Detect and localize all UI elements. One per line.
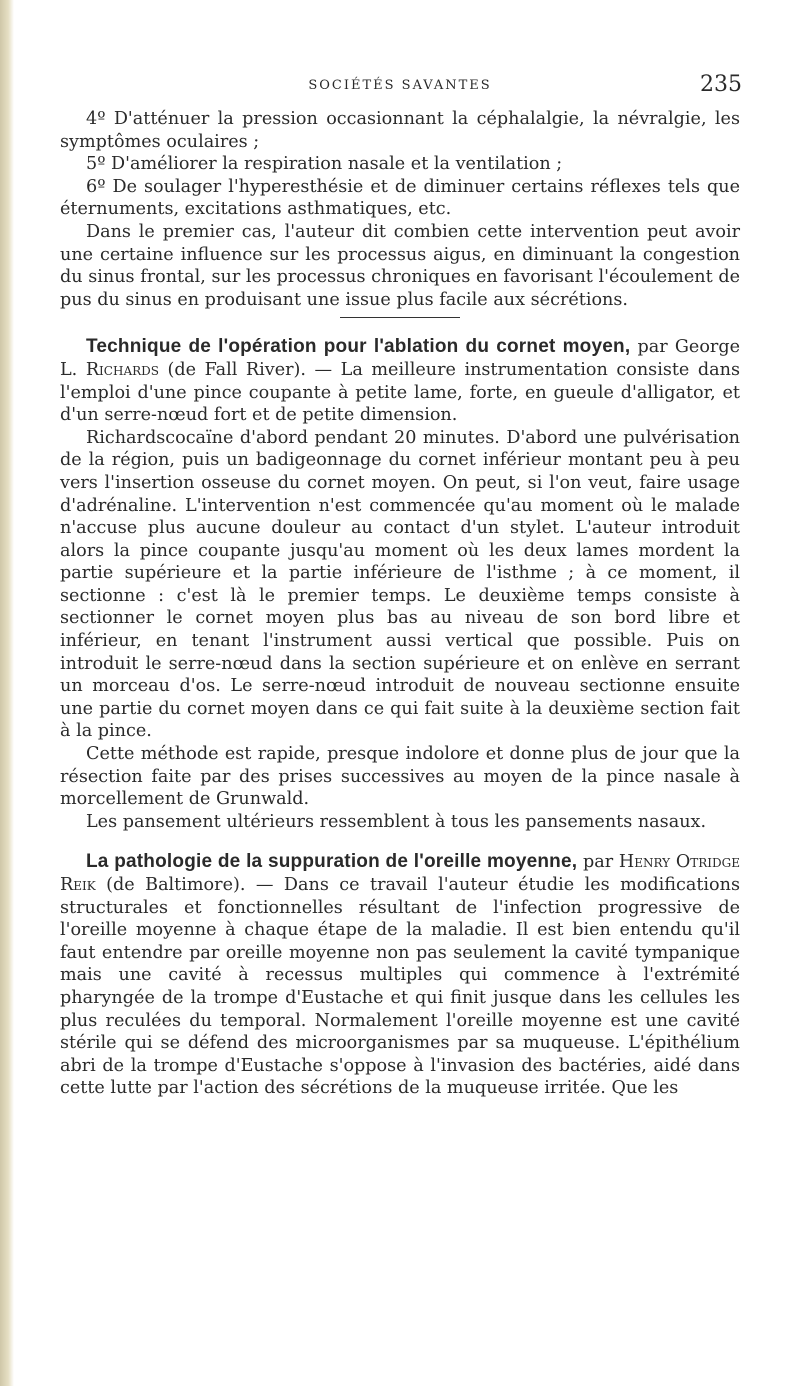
intro-paragraph: Dans le premier cas, l'auteur dit combien cette intervention peut avoir une certaine influence sur les processus aigus, en diminuant la congestion du sinus frontal, sur les processus chroniques en favorisant l'écoulement de pus du sinus en produisant une issue plus facile aux sécrétions. [60, 221, 740, 310]
section1-author: Richards [85, 359, 159, 380]
running-title: SOCIÉTÉS SAVANTES [308, 78, 492, 93]
list-item-5: 5º D'améliorer la respiration nasale et la ventilation ; [86, 154, 563, 175]
section2-title: La pathologie de la suppuration de l'oreille moyenne, [86, 851, 578, 873]
document-page [60, 72, 742, 1100]
section1-paragraph: Richardscocaïne d'abord pendant 20 minutes. D'abord une pulvérisation de la région, puis un badigeonnage du cornet inférieur montant peu à peu vers l'insertion osseuse du cornet moyen. On peut, si l'on veut, faire usage d'adrénaline. L'intervention n'est commencée qu'au moment où le malade n'accuse plus aucune douleur au contact d'un stylet. L'auteur introduit alors la pince coupante jusqu'au moment où les deux lames mordent la partie supérieure et la partie inférieure de l'isthme ; à ce moment, il sectionne : c'est là le premier temps. Le deuxième temps consiste à sectionner le cornet moyen plus bas au niveau de son bord libre et inférieur, en tenant l'instrument aussi vertical que possible. Puis on introduit le serre-nœud dans la section supérieure et on enlève en serrant un morceau d'os. Le serre-nœud introduit de nouveau sectionne ensuite une partie du cornet moyen dans ce qui fait suite à la deuxième section fait à la pince. [60, 427, 740, 742]
section1-paragraph: Les pansement ultérieurs ressemblent à tous les pansements nasaux. [86, 811, 707, 832]
page-number: 235 [700, 72, 742, 97]
section-divider [340, 317, 460, 318]
list-item-4: 4º D'atténuer la pression occasionnant la céphalalgie, la névralgie, les symptômes oculaires ; [60, 109, 740, 152]
section-oreille-moyenne [60, 851, 740, 1100]
section1-paragraph: Cette méthode est rapide, presque indolore et donne plus de jour que la résection faite par des prises successives au moyen de la pince nasale à morcellement de Grunwald. [60, 744, 740, 810]
section-cornet-moyen [60, 336, 740, 833]
section2-lead-paragraph [60, 851, 740, 1100]
section2-author: Henry Otridge Reik [60, 852, 740, 895]
section2-byline-post: (de Baltimore). — Dans ce travail l'auteur étudie les modifications structurales et fonctionnelles résultant de l'infection progressive de l'oreille moyenne à chaque étape de la maladie. Il est bien entendu qu'il faut entendre par oreille moyenne non pas seulement la cavité tympanique mais une cavité à recessus multiples qui commence à l'extrémité pharyngée de la trompe d'Eustache et qui finit jusque dans les cellules les plus reculées du temporal. Normalement l'oreille moyenne est une cavité stérile qui se défend des microorganismes par sa muqueuse. L'épithélium abri de la trompe d'Eustache s'oppose à l'invasion des bactéries, aidé dans cette lutte par l'action des sécrétions de la muqueuse irritée. Que les [60, 875, 740, 1099]
intro-block [60, 108, 740, 311]
running-header [60, 72, 742, 108]
list-item-6: 6º De soulager l'hyperesthésie et de diminuer certains réflexes tels que éternuments, excitations asthmatiques, etc. [60, 176, 740, 220]
section1-lead-paragraph [60, 336, 740, 426]
section2-byline-pre: par [577, 852, 619, 873]
section-gap [60, 833, 740, 851]
page-binding-edge [0, 0, 14, 1386]
section1-title: Technique de l'opération pour l'ablation du cornet moyen, [86, 336, 631, 358]
section1-byline-pre: par George L. [60, 337, 740, 380]
section1-byline-post: (de Fall River). — La meilleure instrumentation consiste dans l'emploi d'une pince coupante à petite lame, forte, en gueule d'alligator, et d'un serre-nœud fort et de petite dimension. [60, 359, 740, 426]
